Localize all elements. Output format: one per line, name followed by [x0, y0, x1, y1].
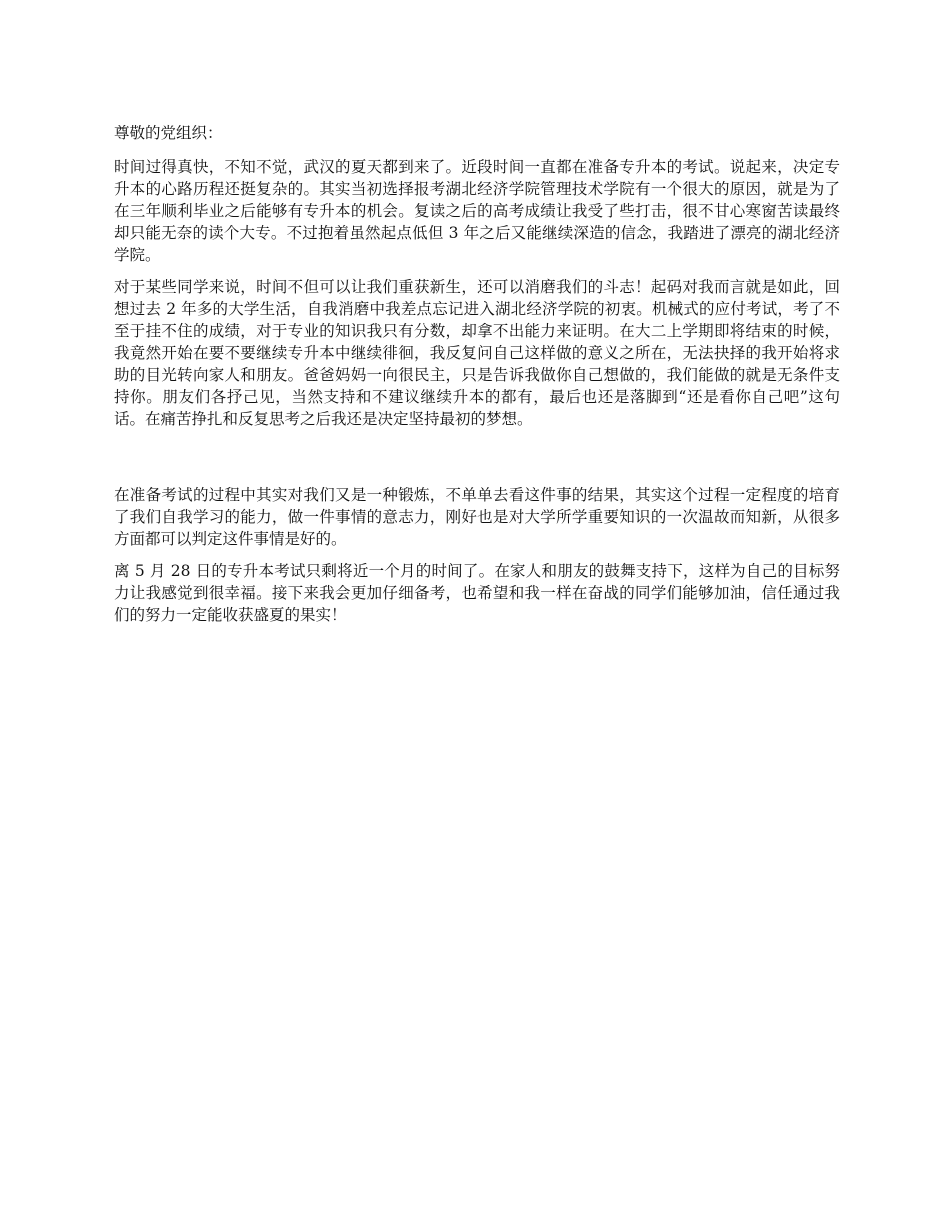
paragraph-1: 时间过得真快，不知不觉，武汉的夏天都到来了。近段时间一直都在准备专升本的考试。说起来，决定专升本的心路历程还挺复杂的。其实当初选择报考湖北经济学院管理技术学院有一个很大的原因，就是为了在三年顺利毕业之后能够有专升本的机会。复读之后的高考成绩让我受了些打击，很不甘心寒窗苦读最终却只能无奈的读个大专。不过抱着虽然起点低但 3 年之后又能继续深造的信念，我踏进了漂亮的湖北经济学院。: [114, 158, 840, 264]
paragraph-2: 对于某些同学来说，时间不但可以让我们重获新生，还可以消磨我们的斗志！起码对我而言就是如此，回想过去 2 年多的大学生活，自我消磨中我差点忘记进入湖北经济学院的初衷。机械式的应付考试，考了不至于挂不住的成绩，对于专业的知识我只有分数，却拿不出能力来证明。在大二上学期即将结束的时候，我竟然开始在要不要继续专升本中继续徘徊，我反复问自己这样做的意义之所在，无法抉择的我开始将求助的目光转向家人和朋友。爸爸妈妈一向很民主，只是告诉我做你自己想做的，我们能做的就是无条件支持你。朋友们各抒己见，当然支持和不建议继续升本的都有，最后也还是落脚到“还是看你自己吧”这句话。在痛苦挣扎和反复思考之后我还是决定坚持最初的梦想。: [114, 278, 840, 428]
letter-body: [114, 122, 840, 636]
salutation: 尊敬的党组织：: [114, 124, 223, 142]
paragraph-4: 离 5 月 28 日的专升本考试只剩将近一个月的时间了。在家人和朋友的鼓舞支持下，这样为自己的目标努力让我感觉到很幸福。接下来我会更加仔细备考，也希望和我一样在奋战的同学们能够加油，信任通过我们的努力一定能收获盛夏的果实！: [114, 562, 840, 624]
paragraph-3: 在准备考试的过程中其实对我们又是一种锻炼，不单单去看这件事的结果，其实这个过程一定程度的培育了我们自我学习的能力，做一件事情的意志力，刚好也是对大学所学重要知识的一次温故而知新，从很多方面都可以判定这件事情是好的。: [114, 486, 840, 548]
